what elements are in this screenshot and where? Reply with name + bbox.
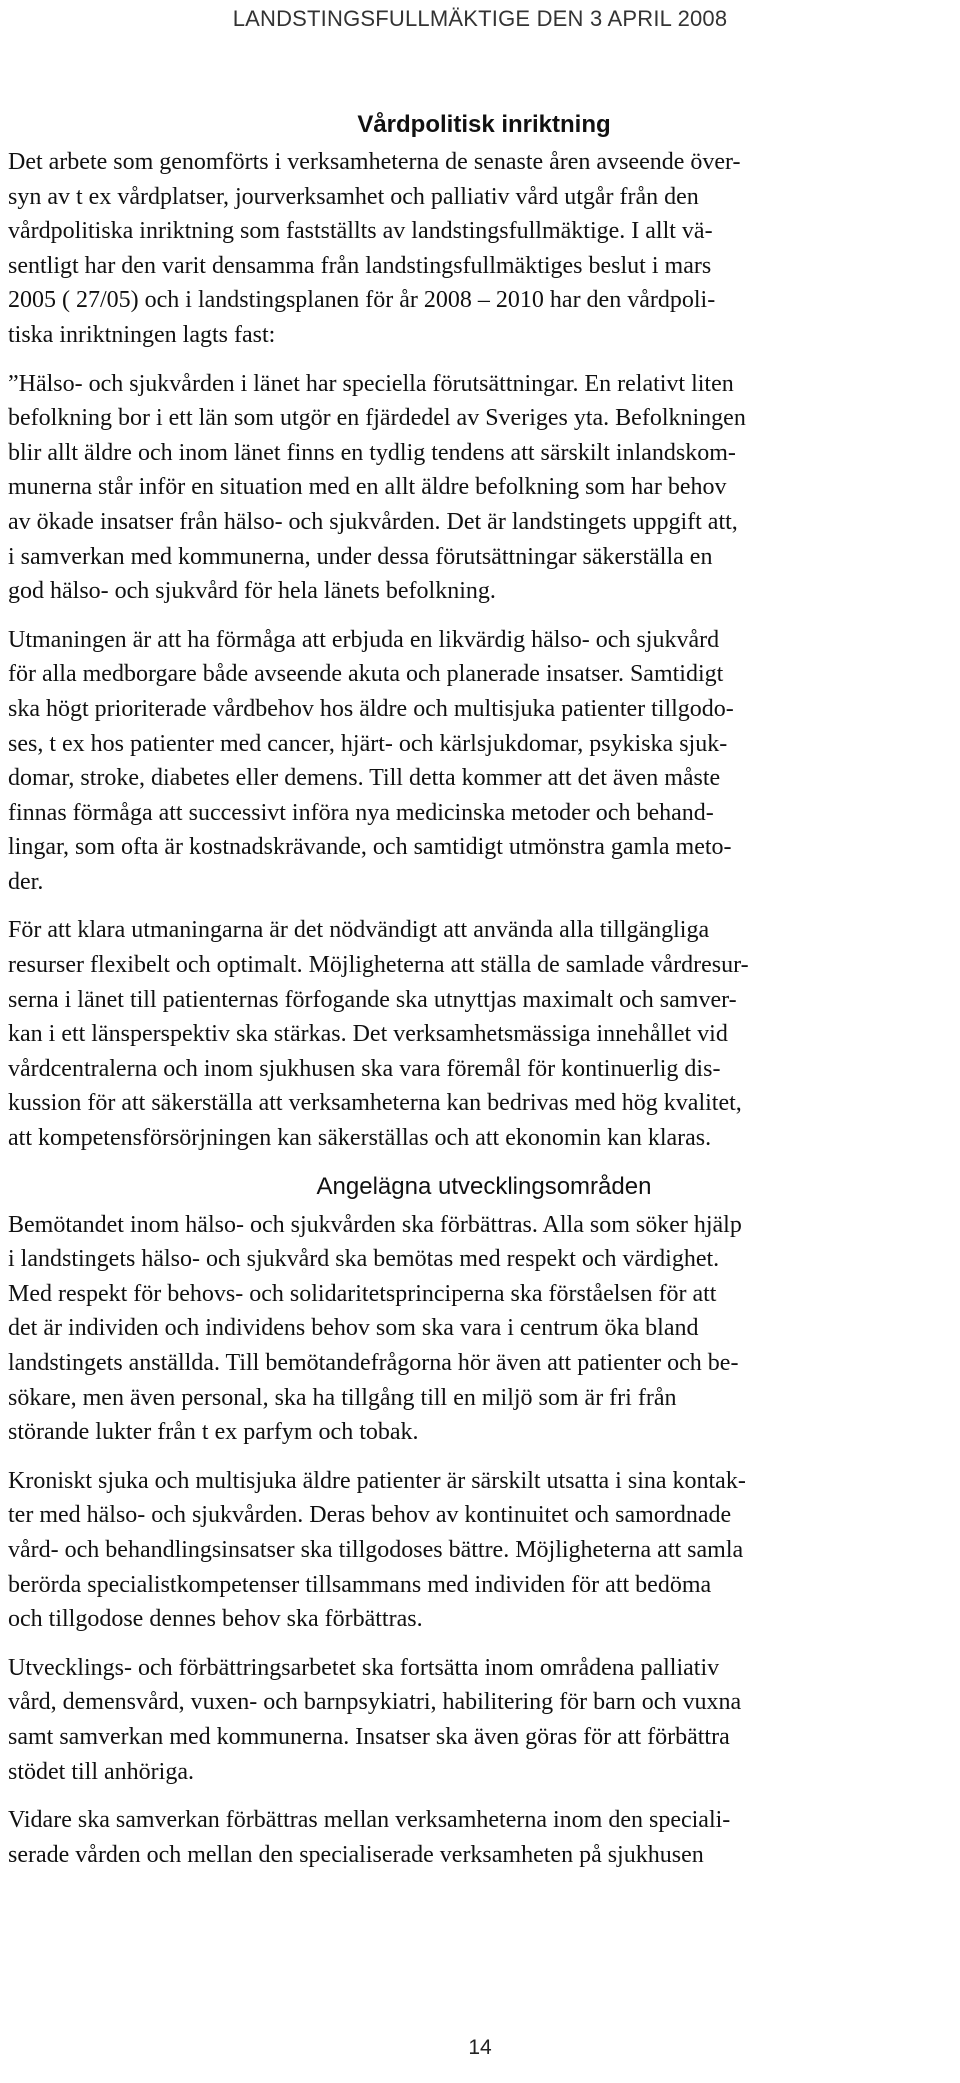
- text-line: blir allt äldre och inom länet finns en tydlig tendens att särskilt inlandskom-: [8, 439, 736, 466]
- text-line: Vidare ska samverkan förbättras mellan verksamheterna inom den speciali-: [8, 1807, 731, 1834]
- text-line: ter med hälso- och sjukvården. Deras behov av kontinuitet och samordnade: [8, 1502, 732, 1529]
- section-title: Angelägna utvecklingsområden: [316, 1172, 652, 1200]
- paragraph: [8, 1651, 960, 1789]
- text-line: och tillgodose dennes behov ska förbättras.: [8, 1606, 423, 1633]
- text-line: Med respekt för behovs- och solidaritetsprinciperna ska förståelsen för att: [8, 1280, 717, 1307]
- text-line: sökare, men även personal, ska ha tillgång till en miljö som är fri från: [8, 1384, 677, 1411]
- text-line: Kroniskt sjuka och multisjuka äldre patienter är särskilt utsatta i sina kontak-: [8, 1467, 746, 1494]
- text-line: vårdpolitiska inriktning som fastställts av landstingsfullmäktige. I allt vä-: [8, 218, 713, 245]
- text-line: resurser flexibelt och optimalt. Möjligheterna att ställa de samlade vårdresur-: [8, 952, 749, 979]
- text-line: i samverkan med kommunerna, under dessa förutsättningar säkerställa en: [8, 543, 713, 570]
- text-line: samt samverkan med kommunerna. Insatser ska även göras för att förbättra: [8, 1723, 730, 1750]
- text-line: kussion för att säkerställa att verksamheterna kan bedrivas med hög kvalitet,: [8, 1090, 742, 1117]
- paragraph: [8, 1803, 960, 1872]
- text-line: ses, t ex hos patienter med cancer, hjärt- och kärlsjukdomar, psykiska sjuk-: [8, 730, 728, 757]
- text-line: befolkning bor i ett län som utgör en fjärdedel av Sveriges yta. Befolkningen: [8, 405, 746, 432]
- text-line: för alla medborgare både avseende akuta och planerade insatser. Samtidigt: [8, 661, 724, 688]
- text-line: vårdcentralerna och inom sjukhusen ska vara föremål för kontinuerlig dis-: [8, 1055, 721, 1082]
- paragraph: [8, 623, 960, 900]
- text-line: berörda specialistkompetenser tillsammans med individen för att bedöma: [8, 1571, 712, 1598]
- paragraph: [8, 1208, 960, 1450]
- text-line: der.: [8, 868, 44, 895]
- text-line: syn av t ex vårdplatser, jourverksamhet och palliativ vård utgår från den: [8, 183, 699, 210]
- text-line: ska högt prioriterade vårdbehov hos äldre och multisjuka patienter tillgodo-: [8, 695, 734, 722]
- text-line: serna i länet till patienternas förfogande ska utnyttjas maximalt och samver-: [8, 986, 737, 1013]
- text-line: Utmaningen är att ha förmåga att erbjuda en likvärdig hälso- och sjukvård: [8, 626, 720, 653]
- text-line: vård- och behandlingsinsatser ska tillgodoses bättre. Möjligheterna att samla: [8, 1536, 744, 1563]
- text-line: sentligt har den varit densamma från landstingsfullmäktiges beslut i mars: [8, 252, 712, 279]
- text-line: stödet till anhöriga.: [8, 1758, 194, 1785]
- text-line: tiska inriktningen lagts fast:: [8, 321, 276, 348]
- text-line: munerna står inför en situation med en allt äldre befolkning som har behov: [8, 474, 727, 501]
- text-line: finnas förmåga att successivt införa nya medicinska metoder och behand-: [8, 799, 714, 826]
- paragraph: [8, 145, 960, 353]
- text-line: att kompetensförsörjningen kan säkerställas och att ekonomin kan klaras.: [8, 1125, 712, 1152]
- paragraph: [8, 913, 960, 1155]
- text-line: lingar, som ofta är kostnadskrävande, och samtidigt utmönstra gamla meto-: [8, 834, 732, 861]
- text-line: av ökade insatser från hälso- och sjukvården. Det är landstingets uppgift att,: [8, 508, 738, 535]
- section-vardpolitisk-inriktning: [8, 108, 960, 1156]
- text-line: serade vården och mellan den specialiserade verksamheten på sjukhusen: [8, 1841, 704, 1868]
- text-line: ”Hälso- och sjukvården i länet har speciella förutsättningar. En relativt liten: [8, 370, 734, 397]
- text-line: vård, demensvård, vuxen- och barnpsykiatri, habilitering för barn och vuxna: [8, 1689, 742, 1716]
- text-line: landstingets anställda. Till bemötandefrågorna hör även att patienter och be-: [8, 1350, 739, 1376]
- text-line: 2005 ( 27/05) och i landstingsplanen för år 2008 – 2010 har den vårdpoli-: [8, 287, 716, 314]
- text-line: domar, stroke, diabetes eller demens. Till detta kommer att det även måste: [8, 765, 721, 792]
- document-body: [8, 108, 960, 1886]
- section-title: Vårdpolitisk inriktning: [357, 111, 611, 138]
- text-line: Utvecklings- och förbättringsarbetet ska fortsätta inom områdena palliativ: [8, 1654, 720, 1681]
- text-line: det är individen och individens behov som ska vara i centrum öka bland: [8, 1315, 699, 1342]
- text-line: För att klara utmaningarna är det nödvändigt att använda alla tillgängliga: [8, 917, 710, 944]
- page-number: 14: [468, 2036, 492, 2059]
- text-line: god hälso- och sjukvård för hela länets befolkning.: [8, 578, 496, 605]
- text-line: kan i ett länsperspektiv ska stärkas. Det verksamhetsmässiga innehållet vid: [8, 1021, 728, 1048]
- paragraph: [8, 367, 960, 609]
- text-line: Bemötandet inom hälso- och sjukvården ska förbättras. Alla som söker hjälp: [8, 1211, 742, 1238]
- text-line: störande lukter från t ex parfym och tobak.: [8, 1419, 419, 1446]
- text-line: Det arbete som genomförts i verksamheterna de senaste åren avseende över-: [8, 149, 741, 175]
- paragraph: [8, 1464, 960, 1637]
- text-line: i landstingets hälso- och sjukvård ska bemötas med respekt och värdighet.: [8, 1246, 720, 1273]
- running-header: LANDSTINGSFULLMÄKTIGE DEN 3 APRIL 2008: [232, 6, 728, 31]
- section-angelagna-utvecklingsomraden: [8, 1170, 960, 1873]
